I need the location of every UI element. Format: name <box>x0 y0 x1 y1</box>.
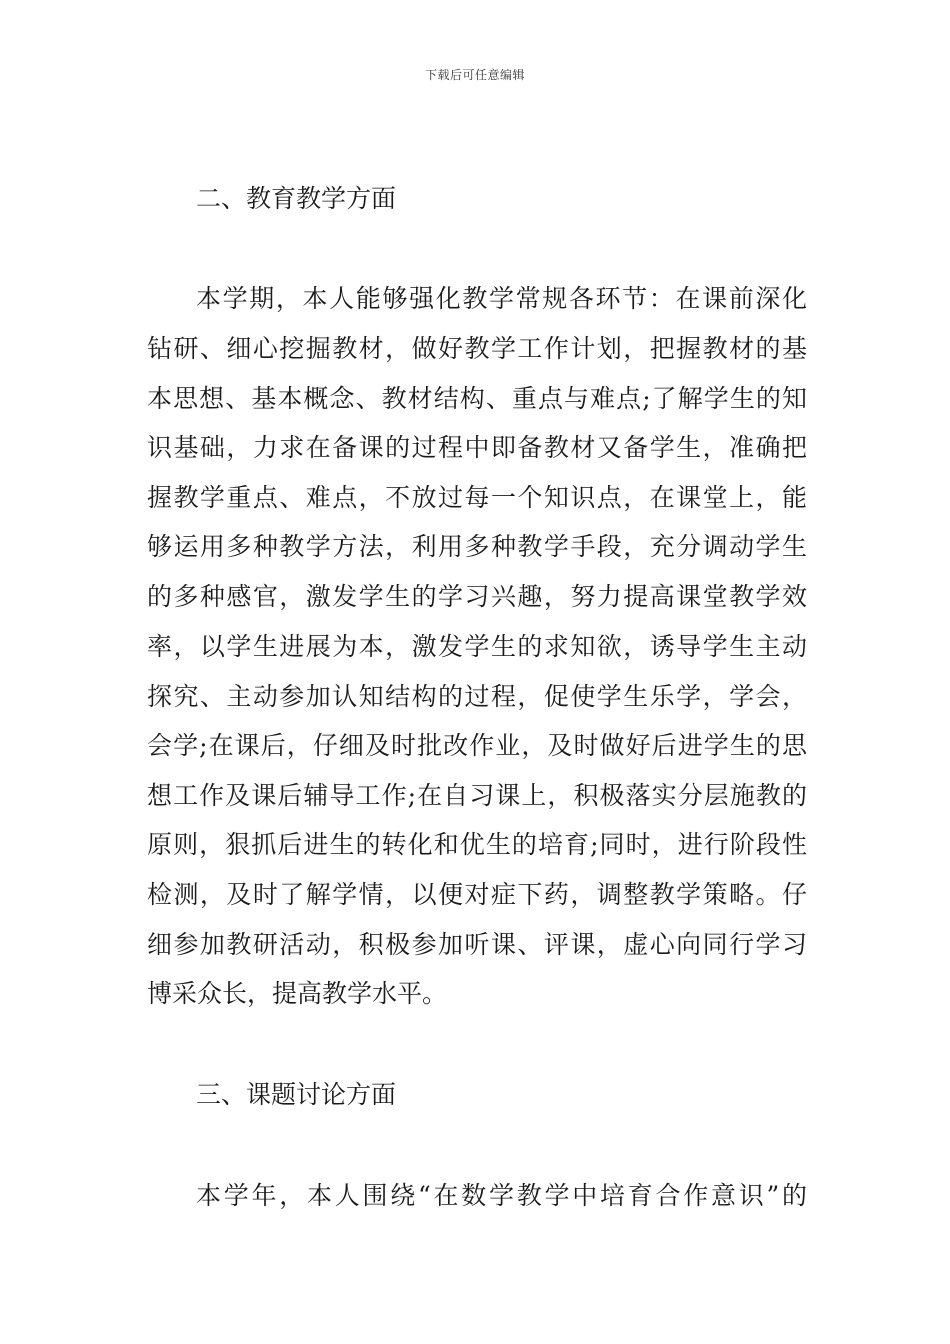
paragraph-line: 想工作及课后辅导工作;在自习课上，积极落实分层施教的 <box>147 781 807 810</box>
header-note: 下载后可任意编辑 <box>424 68 525 82</box>
paragraph-line: 本学年，本人围绕“在数学教学中培育合作意识”的 <box>196 1181 807 1210</box>
paragraph-line: 会学;在课后，仔细及时批改作业，及时做好后进学生的思 <box>147 731 807 760</box>
section-heading-research: 三、课题讨论方面 <box>196 1080 397 1109</box>
paragraph-line: 本学期，本人能够强化教学常规各环节：在课前深化 <box>196 284 807 313</box>
paragraph-line: 探究、主动参加认知结构的过程，促使学生乐学，学会， <box>147 682 807 711</box>
paragraph-line: 博采众长，提高教学水平。 <box>147 979 448 1008</box>
paragraph-line: 识基础，力求在备课的过程中即备教材又备学生，准确把 <box>147 433 807 462</box>
paragraph-line: 钻研、细心挖掘教材，做好教学工作计划，把握教材的基 <box>147 334 807 363</box>
paragraph-line: 够运用多种教学方法，利用多种教学手段，充分调动学生 <box>147 532 807 561</box>
paragraph-line: 率，以学生进展为本，激发学生的求知欲，诱导学生主动 <box>147 632 807 661</box>
paragraph-line: 检测，及时了解学情，以便对症下药，调整教学策略。仔 <box>147 880 807 909</box>
paragraph-line: 握教学重点、难点，不放过每一个知识点，在课堂上，能 <box>147 483 807 512</box>
paragraph-line: 的多种感官，激发学生的学习兴趣，努力提高课堂教学效 <box>147 582 807 611</box>
paragraph-line: 细参加教研活动，积极参加听课、评课，虚心向同行学习 <box>147 930 807 959</box>
paragraph-line: 本思想、基本概念、教材结构、重点与难点;了解学生的知 <box>147 384 807 413</box>
section-heading-education: 二、教育教学方面 <box>196 184 397 213</box>
paragraph-line: 原则，狠抓后进生的转化和优生的培育;同时，进行阶段性 <box>147 830 807 859</box>
